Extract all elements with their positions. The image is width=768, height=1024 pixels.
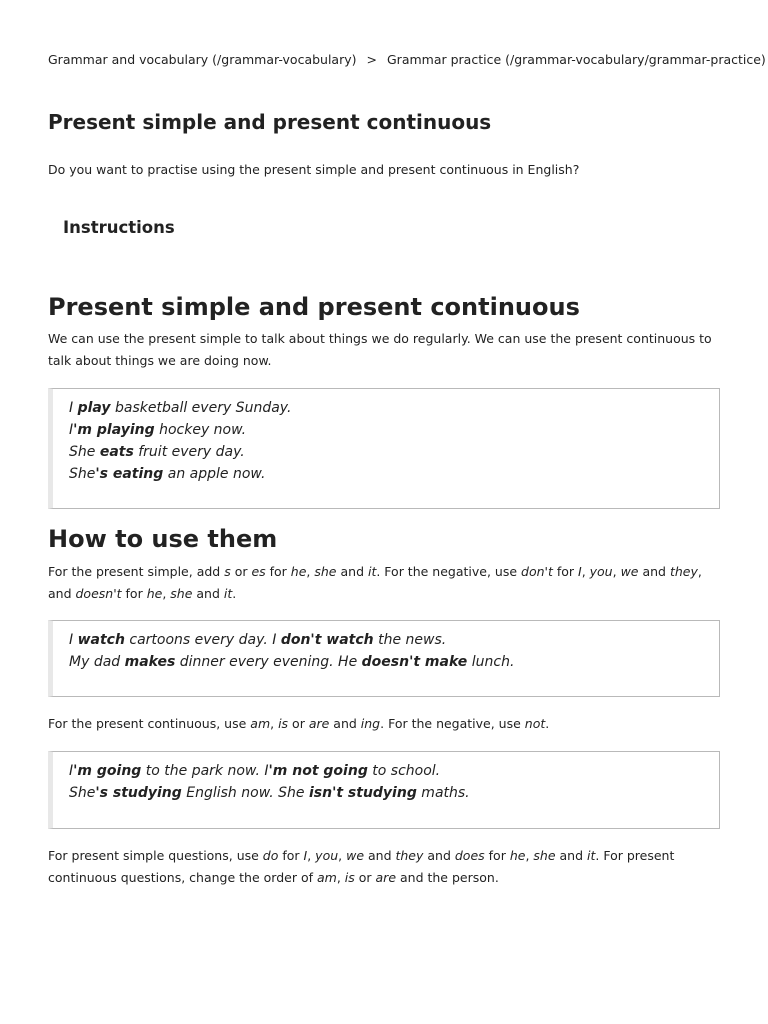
example-line: I'm playing hockey now. <box>69 422 247 438</box>
example-verb: don't watch <box>280 632 374 648</box>
emphasis-term: s <box>224 564 231 579</box>
emphasis-term: it <box>587 848 596 863</box>
emphasis-term: he <box>290 564 307 579</box>
example-box <box>48 620 720 697</box>
example-verb: isn't studying <box>308 785 417 801</box>
example-verb: play <box>77 400 111 416</box>
example-verb: 's eating <box>95 466 164 482</box>
emphasis-term: es <box>251 564 266 579</box>
emphasis-term: we <box>346 848 365 863</box>
example-verb: makes <box>124 654 176 670</box>
example-box <box>48 751 720 829</box>
breadcrumb-separator: > <box>366 52 377 67</box>
example-verb: watch <box>77 632 125 648</box>
emphasis-term: are <box>375 869 397 885</box>
breadcrumb-link-grammar-vocabulary[interactable]: Grammar and vocabulary (/grammar-vocabulary) <box>48 52 357 67</box>
emphasis-term: she <box>170 585 193 601</box>
breadcrumb <box>48 51 766 69</box>
breadcrumb-link-grammar-practice[interactable]: Grammar practice (/grammar-vocabulary/grammar-practice) <box>387 52 766 67</box>
instructions-toggle[interactable]: Instructions <box>63 218 175 237</box>
example-verb: 'm not going <box>268 763 368 779</box>
questions-rules-text: For present simple questions, use do for I, you, we and they and does for he, she and it. For present continuous questions, change the order of am, is or are and the person. <box>48 848 675 885</box>
emphasis-term: it <box>367 564 377 579</box>
emphasis-term: they <box>669 564 698 579</box>
present-continuous-rules-text: For the present continuous, use am, is or are and ing. For the negative, use not. <box>48 716 550 731</box>
emphasis-term: I <box>303 848 308 863</box>
example-line: My dad makes dinner every evening. He doesn't make lunch. <box>69 654 515 670</box>
emphasis-term: I <box>578 564 582 579</box>
emphasis-term: you <box>315 848 339 863</box>
emphasis-term: am <box>250 716 271 731</box>
emphasis-term: am <box>316 869 337 885</box>
example-line: She eats fruit every day. <box>69 444 245 460</box>
emphasis-term: do <box>262 848 279 863</box>
example-box <box>48 388 720 509</box>
emphasis-term: ing <box>360 716 381 731</box>
example-line: She's eating an apple now. <box>69 466 266 482</box>
present-simple-rules-text: For the present simple, add s or es for he, she and it. For the negative, use don't for I, you, we and they, and doesn't for he, she and it. <box>48 564 702 601</box>
emphasis-term: it <box>223 585 233 601</box>
emphasis-term: not <box>524 716 546 731</box>
page-title: Present simple and present continuous <box>48 110 492 134</box>
example-verb: 'm playing <box>73 422 155 438</box>
emphasis-term: you <box>589 564 613 579</box>
emphasis-term: is <box>344 869 355 885</box>
example-line: I play basketball every Sunday. <box>69 400 292 416</box>
example-line: I'm going to the park now. I'm not going to school. <box>69 763 441 779</box>
section-intro-text: We can use the present simple to talk about things we do regularly. We can use the present continuous to talk about things we are doing now. <box>48 331 712 368</box>
emphasis-term: are <box>308 716 330 731</box>
emphasis-term: they <box>395 848 424 863</box>
emphasis-term: we <box>620 564 639 579</box>
example-verb: 's studying <box>95 785 182 801</box>
section-heading-how-to-use: How to use them <box>48 525 278 553</box>
example-verb: 'm going <box>73 763 142 779</box>
emphasis-term: she <box>533 848 556 863</box>
emphasis-term: does <box>454 848 485 863</box>
example-verb: eats <box>99 444 134 460</box>
emphasis-term: he <box>509 848 526 863</box>
emphasis-term: doesn't <box>75 585 122 601</box>
emphasis-term: is <box>278 716 289 731</box>
emphasis-term: she <box>314 564 337 579</box>
example-verb: doesn't make <box>361 654 468 670</box>
example-line: She's studying English now. She isn't studying maths. <box>69 785 470 801</box>
emphasis-term: don't <box>521 564 553 579</box>
intro-text: Do you want to practise using the present simple and present continuous in English? <box>48 162 580 177</box>
example-line: I watch cartoons every day. I don't watch the news. <box>69 632 447 648</box>
emphasis-term: he <box>146 585 163 601</box>
section-heading-present-simple-continuous: Present simple and present continuous <box>48 293 580 321</box>
